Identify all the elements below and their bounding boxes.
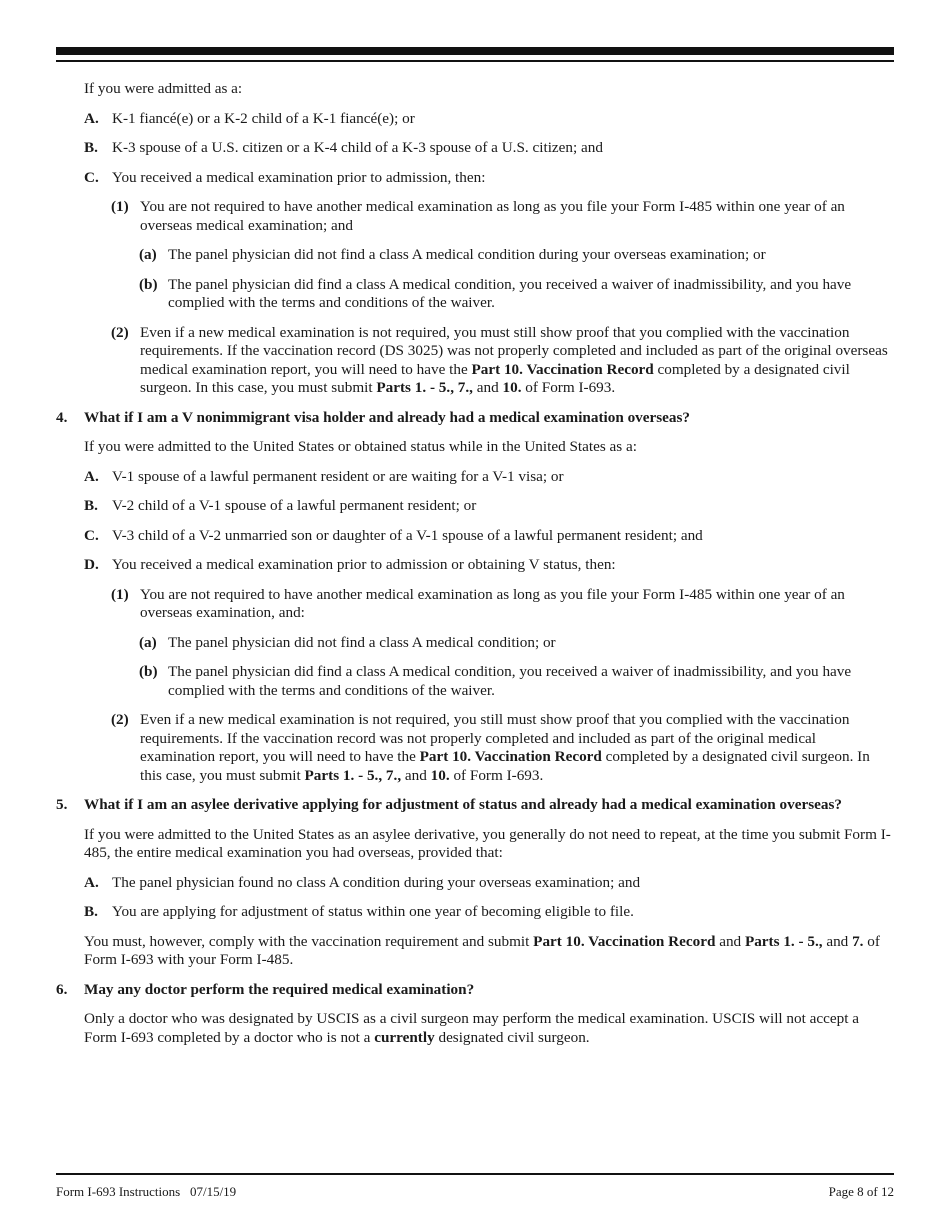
list-text: You received a medical examination prior to admission or obtaining V status, then: <box>112 556 616 573</box>
list-text: The panel physician did find a class A medical condition, you received a waiver of inadmissibility, and you have complied with the terms and conditions of the waiver. <box>168 275 852 311</box>
list-label: (a) <box>139 633 157 651</box>
list-label: B. <box>84 903 98 920</box>
question-4 <box>56 409 894 428</box>
list-item-4d <box>56 556 894 575</box>
question-number: 6. <box>56 980 68 998</box>
list-item-4d-1 <box>56 586 894 623</box>
list-text: The panel physician did not find a class A medical condition during your overseas examination; or <box>168 246 766 263</box>
list-label: (1) <box>111 585 129 603</box>
list-item-4d-1b <box>56 663 894 700</box>
question-number: 5. <box>56 796 68 813</box>
list-label: C. <box>84 168 99 186</box>
list-item-4d-2 <box>56 711 894 785</box>
header-rule-thin <box>56 60 894 62</box>
list-label: (b) <box>139 275 158 293</box>
list-item-3c <box>56 169 894 188</box>
list-text: You are not required to have another medical examination as long as you file your Form I-485 within one year of an overseas medical examination; and <box>140 198 845 234</box>
list-item-3c-1b <box>56 276 894 313</box>
footer-rule <box>56 1173 894 1175</box>
list-item-4b <box>56 497 894 516</box>
list-label: A. <box>84 873 99 891</box>
intro-paragraph: If you were admitted as a: <box>84 80 243 97</box>
list-label: (2) <box>111 711 129 728</box>
question-title: What if I am an asylee derivative applying for adjustment of status and already had a medical examination overseas? <box>84 796 842 813</box>
footer-form-id: Form I-693 Instructions 07/15/19 <box>56 1184 237 1199</box>
vaccination-paragraph: You must, however, comply with the vaccination requirement and submit Part 10. Vaccination Record and Parts 1. - 5., and 7. of Form I-693 with your Form I-485. <box>84 932 880 968</box>
list-text: K-1 fiancé(e) or a K-2 child of a K-1 fiancé(e); or <box>112 109 415 127</box>
page-content <box>56 80 894 1058</box>
list-text: You are applying for adjustment of status within one year of becoming eligible to file. <box>112 903 634 920</box>
list-text: The panel physician found no class A condition during your overseas examination; and <box>112 873 641 891</box>
list-item-3c-2 <box>56 324 894 398</box>
list-label: B. <box>84 497 98 514</box>
question-6 <box>56 981 894 1000</box>
list-item-3c-1 <box>56 198 894 235</box>
list-text: K-3 spouse of a U.S. citizen or a K-4 child of a K-3 spouse of a U.S. citizen; and <box>112 139 603 156</box>
list-text: Even if a new medical examination is not required, you must still show proof that you complied with the vaccination requirements. If the vaccination record (DS 3025) was not properly completed and included as part of the original overseas medical examination report, you will need to have the Part 10. Vaccination Record completed by a designated civil surgeon. In this case, you must submit Parts 1. - 5., 7., and 10. of Form I-693. <box>140 323 888 396</box>
list-label: (a) <box>139 246 157 263</box>
list-text: Even if a new medical examination is not required, you still must show proof that you complied with the vaccination requirements. If the vaccination record was not properly completed and included as part of the original medical examination report, you will need to have the Part 10. Vaccination Record completed by a designated civil surgeon. In this case, you must submit Parts 1. - 5., 7., and 10. of Form I-693. <box>140 711 870 784</box>
intro-paragraph: If you were admitted to the United States or obtained status while in the United States as a: <box>84 438 637 455</box>
list-label: (b) <box>139 663 158 680</box>
question-title: What if I am a V nonimmigrant visa holder and already had a medical examination overseas? <box>84 408 690 426</box>
list-text: You received a medical examination prior to admission, then: <box>112 168 486 186</box>
list-item-3b <box>56 139 894 158</box>
list-item-4c <box>56 527 894 546</box>
list-label: A. <box>84 109 99 127</box>
list-item-4d-1a <box>56 634 894 653</box>
list-label: (2) <box>111 323 129 341</box>
list-label: D. <box>84 556 99 573</box>
question-title: May any doctor perform the required medical examination? <box>84 980 475 998</box>
list-label: A. <box>84 467 99 485</box>
list-text: The panel physician did not find a class A medical condition; or <box>168 633 556 651</box>
list-text: V-3 child of a V-2 unmarried son or daughter of a V-1 spouse of a lawful permanent resident; and <box>112 526 703 544</box>
list-text: You are not required to have another medical examination as long as you file your Form I-485 within one year of an overseas examination, and: <box>140 585 845 621</box>
list-item-5b <box>56 903 894 922</box>
civil-surgeon-paragraph: Only a doctor who was designated by USCIS as a civil surgeon may perform the medical examination. USCIS will not accept a Form I-693 completed by a doctor who is not a currently designated civil surgeon. <box>84 1010 859 1046</box>
footer-page-number: Page 8 of 12 <box>828 1184 894 1199</box>
list-text: The panel physician did find a class A medical condition, you received a waiver of inadmissibility, and you have complied with the terms and conditions of the waiver. <box>168 663 852 699</box>
intro-paragraph: If you were admitted to the United States as an asylee derivative, you generally do not need to repeat, at the time you submit Form I-485, the entire medical examination you had overseas, provided that: <box>84 825 891 861</box>
list-item-4a <box>56 468 894 487</box>
question-number: 4. <box>56 408 68 426</box>
list-text: V-1 spouse of a lawful permanent resident or are waiting for a V-1 visa; or <box>112 467 564 485</box>
list-label: B. <box>84 139 98 156</box>
list-item-5a <box>56 874 894 893</box>
list-item-3a <box>56 110 894 129</box>
list-label: C. <box>84 526 99 544</box>
list-text: V-2 child of a V-1 spouse of a lawful permanent resident; or <box>112 497 477 514</box>
list-item-3c-1a <box>56 246 894 265</box>
list-label: (1) <box>111 198 129 215</box>
question-5 <box>56 796 894 815</box>
header-rule-thick <box>56 47 894 55</box>
